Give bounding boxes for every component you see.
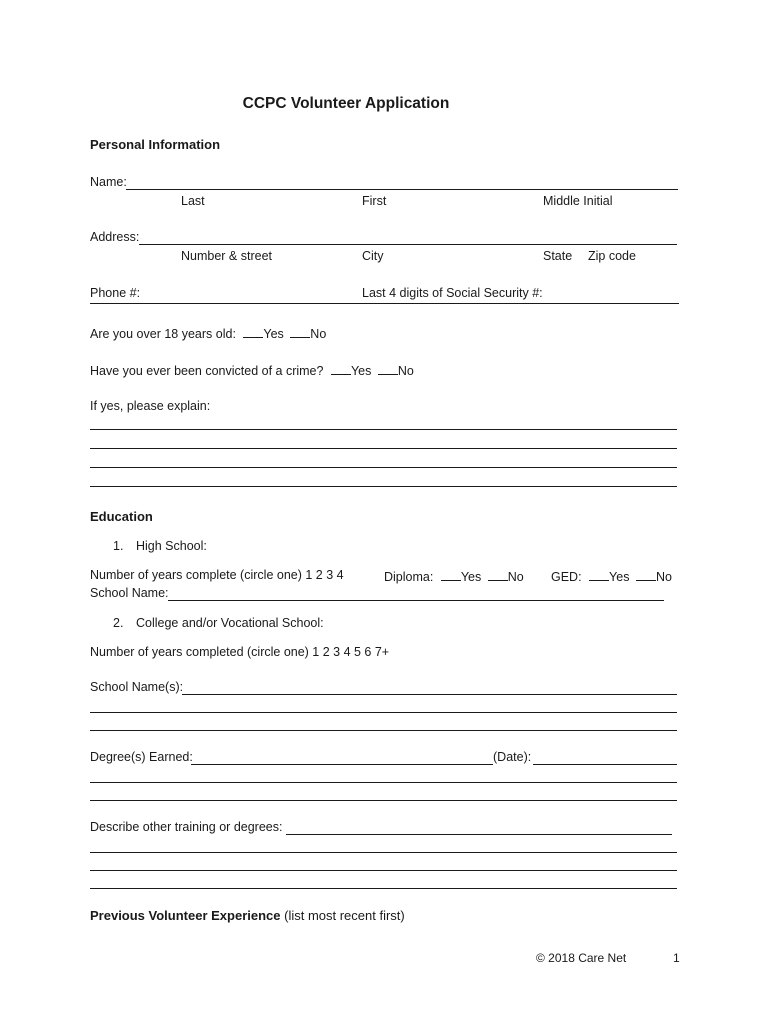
- address-sub-city: City: [362, 249, 384, 263]
- degrees-line[interactable]: [90, 782, 677, 783]
- other-training-label: Describe other training or degrees:: [90, 820, 283, 834]
- phone-label: Phone #:: [90, 286, 141, 300]
- address-sub-street: Number & street: [181, 249, 273, 263]
- convicted-no-blank[interactable]: [378, 362, 398, 375]
- page-number: 1: [673, 951, 680, 965]
- footer-copyright: © 2018 Care Net: [536, 951, 627, 965]
- over18-question: Are you over 18 years old: Yes No: [90, 327, 327, 341]
- ged-field: GED: Yes No: [551, 570, 672, 584]
- name-sub-middle: Middle Initial: [543, 194, 613, 208]
- degrees-label: Degree(s) Earned:: [90, 750, 193, 764]
- address-sub-state: State: [543, 249, 573, 263]
- other-training-line[interactable]: [90, 888, 677, 889]
- phone-ssn-field[interactable]: [90, 303, 679, 304]
- other-training-line[interactable]: [90, 870, 677, 871]
- ged-no-blank[interactable]: [636, 568, 656, 581]
- page-title: CCPC Volunteer Application: [242, 95, 450, 112]
- school-names-line[interactable]: [90, 730, 677, 731]
- college-years-text: Number of years completed (circle one) 1 2 3 4 5 6 7+: [90, 645, 390, 659]
- college-item-number: 2.: [113, 616, 124, 630]
- diploma-yes-blank[interactable]: [441, 568, 461, 581]
- over18-yes-blank[interactable]: [243, 325, 263, 338]
- explain-label: If yes, please explain:: [90, 399, 211, 413]
- date-label: (Date):: [493, 750, 532, 764]
- ssn-label: Last 4 digits of Social Security #:: [362, 286, 543, 300]
- school-names-line[interactable]: [90, 712, 677, 713]
- address-sub-zip: Zip code: [588, 249, 636, 263]
- previous-experience-heading: Previous Volunteer Experience (list most recent first): [90, 908, 405, 923]
- name-field[interactable]: [126, 189, 678, 190]
- explain-line[interactable]: [90, 429, 677, 430]
- name-sub-first: First: [362, 194, 387, 208]
- name-sub-last: Last: [181, 194, 205, 208]
- degrees-line[interactable]: [90, 800, 677, 801]
- school-name-label: School Name:: [90, 586, 169, 600]
- name-label: Name:: [90, 175, 127, 189]
- school-names-label: School Name(s):: [90, 680, 184, 694]
- other-training-field[interactable]: [286, 834, 672, 835]
- degrees-field[interactable]: [191, 764, 493, 765]
- personal-info-heading: Personal Information: [90, 137, 221, 152]
- hs-item-number: 1.: [113, 539, 124, 553]
- hs-years-text: Number of years complete (circle one) 1 2 3 4: [90, 568, 344, 582]
- explain-line[interactable]: [90, 448, 677, 449]
- ged-yes-blank[interactable]: [589, 568, 609, 581]
- explain-line[interactable]: [90, 467, 677, 468]
- school-names-field[interactable]: [182, 694, 677, 695]
- education-heading: Education: [90, 509, 153, 524]
- convicted-question: Have you ever been convicted of a crime? Yes No: [90, 364, 414, 378]
- over18-no-blank[interactable]: [290, 325, 310, 338]
- date-field[interactable]: [533, 764, 677, 765]
- other-training-line[interactable]: [90, 852, 677, 853]
- school-name-field[interactable]: [168, 600, 664, 601]
- explain-line[interactable]: [90, 486, 677, 487]
- convicted-yes-blank[interactable]: [331, 362, 351, 375]
- diploma-no-blank[interactable]: [488, 568, 508, 581]
- address-label: Address:: [90, 230, 140, 244]
- diploma-field: Diploma: Yes No: [384, 570, 524, 584]
- hs-item-label: High School:: [136, 539, 207, 553]
- college-item-label: College and/or Vocational School:: [136, 616, 324, 630]
- address-field[interactable]: [139, 244, 677, 245]
